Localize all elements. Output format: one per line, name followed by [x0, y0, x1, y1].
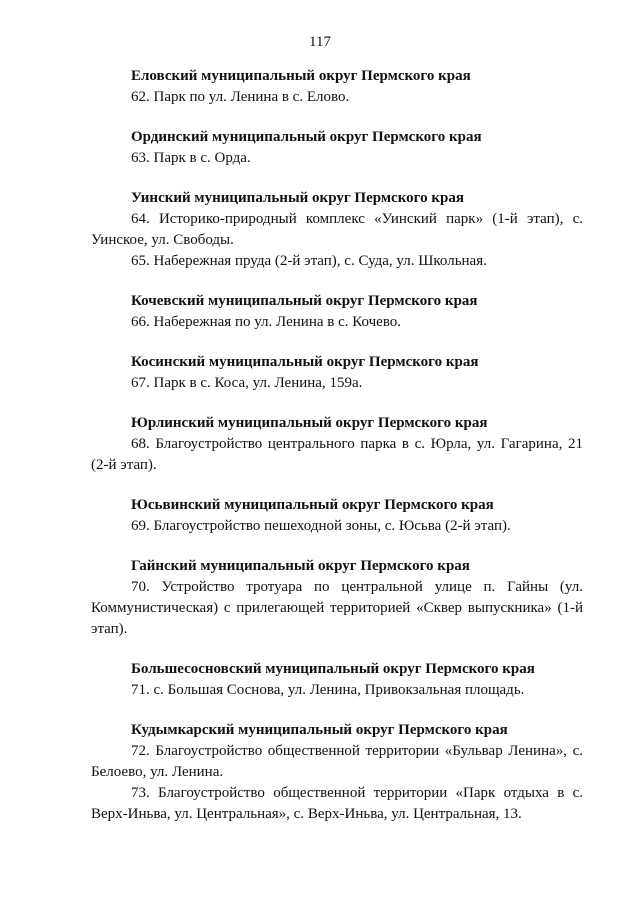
- section-heading: Большесосновский муниципальный округ Пермского края: [131, 661, 535, 677]
- municipality-section: [91, 659, 583, 701]
- section-heading: Юсьвинский муниципальный округ Пермского края: [131, 497, 494, 513]
- municipality-section: [91, 352, 583, 394]
- section-heading: Еловский муниципальный округ Пермского края: [131, 68, 471, 84]
- list-item: 64. Историко-природный комплекс «Уинский парк» (1-й этап), с. Уинское, ул. Свободы.: [91, 211, 583, 248]
- municipality-section: [91, 127, 583, 169]
- section-heading: Гайнский муниципальный округ Пермского края: [131, 558, 470, 574]
- list-item: 62. Парк по ул. Ленина в с. Елово.: [131, 89, 350, 105]
- list-item: 69. Благоустройство пешеходной зоны, с. Юсьва (2-й этап).: [131, 518, 511, 534]
- section-heading: Юрлинский муниципальный округ Пермского края: [131, 415, 488, 431]
- municipality-section: [91, 188, 583, 272]
- section-heading: Кудымкарский муниципальный округ Пермского края: [131, 722, 508, 738]
- municipality-section: [91, 556, 583, 640]
- document-body: [91, 66, 583, 825]
- list-item: 73. Благоустройство общественной территории «Парк отдыха в с. Верх-Иньва, ул. Центральная», с. Верх-Иньва, ул. Центральная, 13.: [91, 785, 583, 822]
- section-heading: Ординский муниципальный округ Пермского края: [131, 129, 482, 145]
- list-item: 70. Устройство тротуара по центральной улице п. Гайны (ул. Коммунистическая) с прилегающей территорией «Сквер выпускника» (1-й этап).: [91, 579, 583, 637]
- list-item: 63. Парк в с. Орда.: [131, 150, 251, 166]
- list-item: 68. Благоустройство центрального парка в с. Юрла, ул. Гагарина, 21 (2-й этап).: [91, 436, 583, 473]
- municipality-section: [91, 413, 583, 476]
- section-heading: Кочевский муниципальный округ Пермского края: [131, 293, 478, 309]
- section-heading: Косинский муниципальный округ Пермского края: [131, 354, 479, 370]
- municipality-section: [91, 495, 583, 537]
- page-number: 117: [309, 34, 331, 50]
- municipality-section: [91, 720, 583, 825]
- list-item: 65. Набережная пруда (2-й этап), с. Суда, ул. Школьная.: [131, 253, 487, 269]
- list-item: 67. Парк в с. Коса, ул. Ленина, 159а.: [131, 375, 363, 391]
- municipality-section: [91, 66, 583, 108]
- municipality-section: [91, 291, 583, 333]
- section-heading: Уинский муниципальный округ Пермского края: [131, 190, 464, 206]
- list-item: 71. с. Большая Соснова, ул. Ленина, Привокзальная площадь.: [131, 682, 525, 698]
- list-item: 72. Благоустройство общественной территории «Бульвар Ленина», с. Белоево, ул. Ленина.: [91, 743, 583, 780]
- list-item: 66. Набережная по ул. Ленина в с. Кочево.: [131, 314, 402, 330]
